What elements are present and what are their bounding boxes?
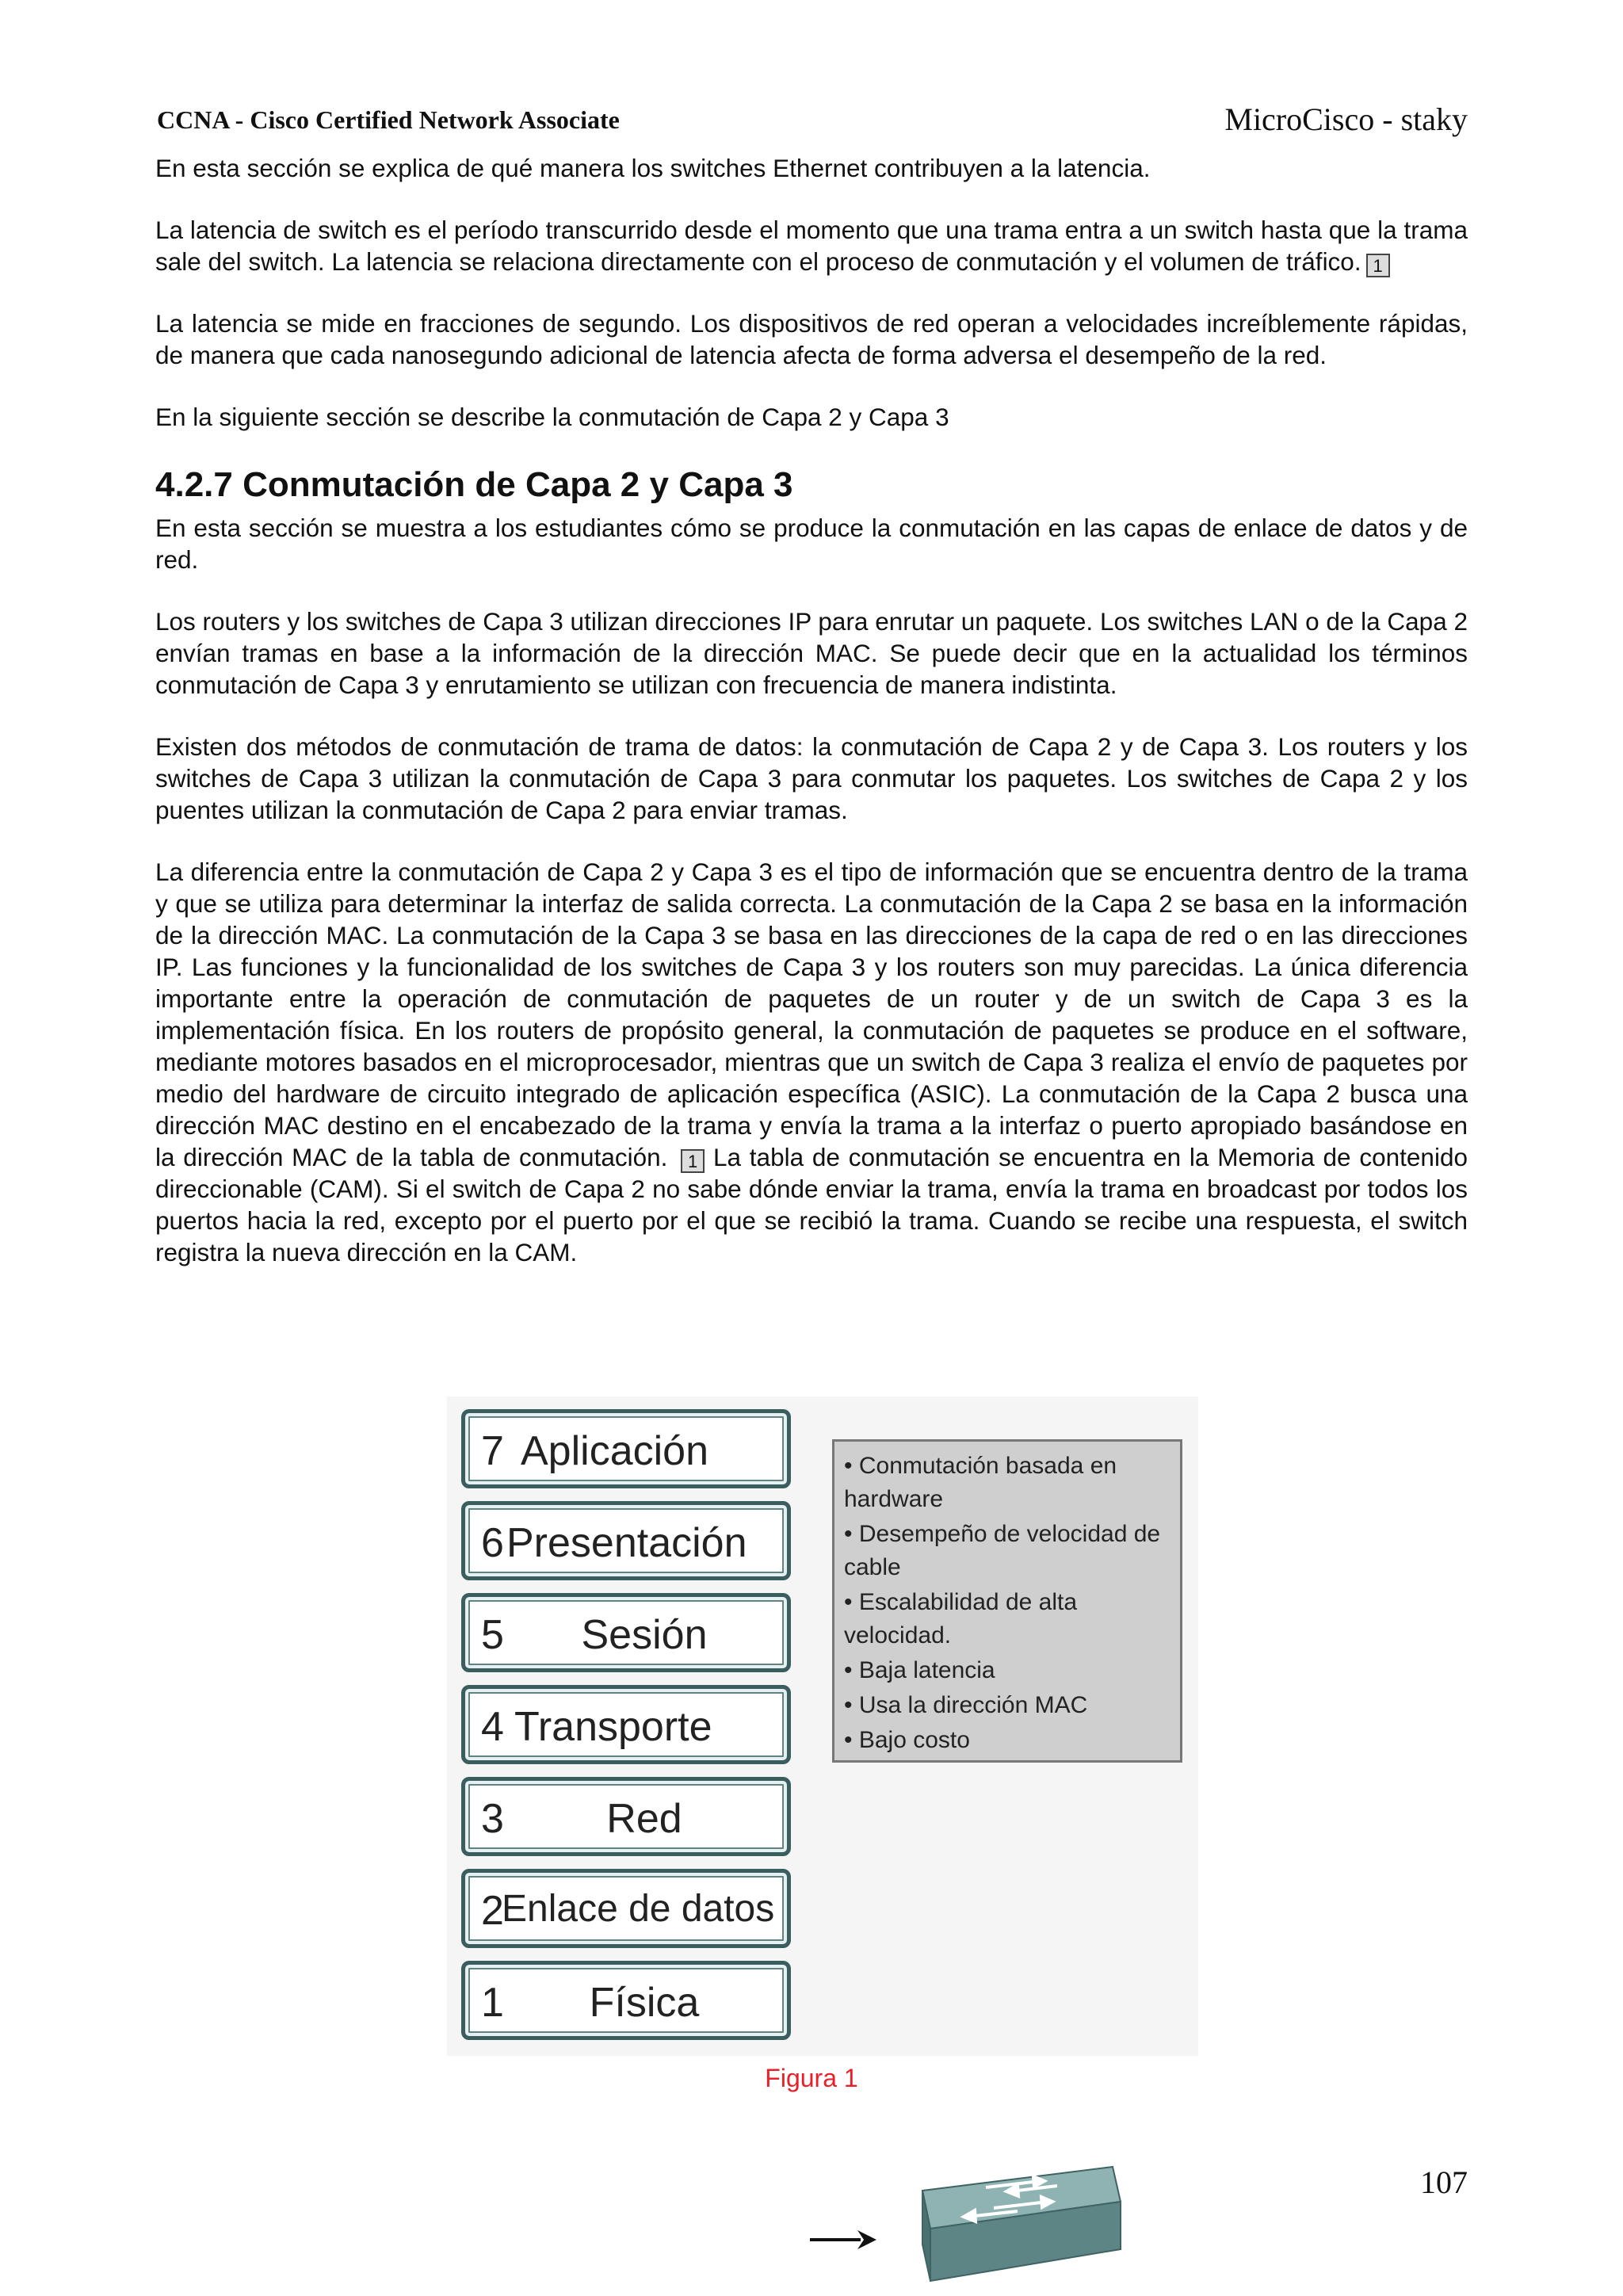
paragraph-section-intro: En esta sección se muestra a los estudiantes cómo se produce la conmutación en las capas de enlace de datos y de red. [155,514,1468,574]
paragraph-text: La latencia de switch es el período transcurrido desde el momento que una trama entra a un switch hasta que la trama sale del switch. La latencia se relaciona directamente con el proceso de conmutación y el volumen de tráfico. [155,216,1468,276]
figure-ref-link[interactable]: 1 [1366,254,1390,277]
feature-item: • Baja latencia [844,1657,995,1683]
osi-layer-6 [461,1501,791,1580]
paragraph-text: La tabla de conmutación se encuentra en la Memoria de contenido direccionable (CAM). Si el switch de Capa 2 no sabe dónde enviar la trama, envía la trama en broadcast por todos los puertos hacia la red, excepto por el puerto por el que se recibió la trama. Cuando se recibe una respuesta, el switch registra la nueva dirección en la CAM. [155,1143,1468,1266]
feature-item: • Desempeño de velocidad de cable [844,1521,1161,1580]
page-number: 107 [1420,2164,1468,2200]
layer-number: 2 [481,1888,504,1934]
osi-layer-2 [461,1869,791,1948]
osi-layer-3 [461,1777,791,1856]
feature-item: • Conmutación basada en hardware [844,1453,1117,1512]
header-course-title: CCNA - Cisco Certified Network Associate [157,105,620,134]
layer-number: 4 [481,1704,504,1750]
paragraph-next-section: En la siguiente sección se describe la conmutación de Capa 2 y Capa 3 [155,403,949,431]
switch-icon [899,2162,1128,2289]
layer-number: 1 [481,1980,504,2026]
osi-figure [447,1396,1198,2056]
paragraph-latency-definition [155,214,1468,277]
header-author: MicroCisco - staky [1224,101,1468,137]
feature-item: • Usa la dirección MAC [844,1692,1088,1718]
osi-layer-1 [461,1961,791,2040]
layer-name: Enlace de datos [502,1888,775,1930]
layer-number: 7 [481,1428,504,1474]
arrow-right-icon [808,2224,880,2256]
layer-name: Aplicación [521,1428,709,1474]
page-content [155,152,1468,1298]
osi-layer-5 [461,1593,791,1672]
feature-item: • Bajo costo [844,1727,970,1753]
paragraph-text: La diferencia entre la conmutación de Capa 2 y Capa 3 es el tipo de información que se encuentra dentro de la trama y que se utiliza para determinar la interfaz de salida correcta. La conmutación de la Capa 2 se basa en la información de la dirección MAC. La conmutación de la Capa 3 se basa en las direcciones de la capa de red o en las direcciones IP. Las funciones y la funcionalidad de los switches de Capa 3 y los routers son muy parecidas. La única diferencia importante entre la operación de conmutación de paquetes de un router y de un switch de Capa 3 es la implementación física. En los routers de propósito general, la conmutación de paquetes se produce en el software, mediante motores basados en el microprocesador, mientras que un switch de Capa 3 realiza el envío de paquetes por medio del hardware de circuito integrado de aplicación específica (ASIC). La conmutación de la Capa 2 busca una dirección MAC destino en el encabezado de la trama y envía la trama a la interfaz o puerto apropiado basándose en la dirección MAC de la tabla de conmutación. [155,858,1468,1171]
feature-item: • Escalabilidad de alta velocidad. [844,1589,1078,1648]
layer-name: Sesión [581,1612,708,1658]
paragraph-intro: En esta sección se explica de qué manera los switches Ethernet contribuyen a la latencia. [155,154,1151,182]
switch-features-box [832,1439,1182,1763]
layer-number: 3 [481,1796,504,1842]
paragraph-layer-difference [155,856,1468,1268]
figure-caption: Figura 1 [765,2064,858,2092]
layer-number: 6 [481,1520,504,1566]
layer-number: 5 [481,1612,504,1658]
paragraph-routers-switches: Los routers y los switches de Capa 3 utilizan direcciones IP para enrutar un paquete. Los switches LAN o de la Capa 2 envían tramas en base a la información de la dirección MAC. Se puede decir que en la actualidad los términos conmutación de Capa 3 y enrutamiento se utilizan con frecuencia de manera indistinta. [155,607,1468,699]
layer-name: Presentación [506,1520,747,1566]
layer-name: Física [589,1980,700,2026]
layer-name: Red [606,1796,682,1842]
paragraph-latency-measure: La latencia se mide en fracciones de segundo. Los dispositivos de red operan a velocidades increíblemente rápidas, de manera que cada nanosegundo adicional de latencia afecta de forma adversa el desempeño de la red. [155,309,1468,369]
osi-layer-4 [461,1685,791,1764]
osi-layer-7 [461,1409,791,1488]
layer-name: Transporte [514,1704,712,1750]
section-title: 4.2.7 Conmutación de Capa 2 y Capa 3 [155,465,793,504]
figure-ref-link[interactable]: 1 [681,1149,705,1173]
page-header [157,97,1468,138]
paragraph-switching-methods: Existen dos métodos de conmutación de trama de datos: la conmutación de Capa 2 y de Capa 3. Los routers y los switches de Capa 3 utilizan la conmutación de Capa 3 para conmutar los paquetes. Los switches de Capa 2 y los puentes utilizan la conmutación de Capa 2 para enviar tramas. [155,732,1468,824]
